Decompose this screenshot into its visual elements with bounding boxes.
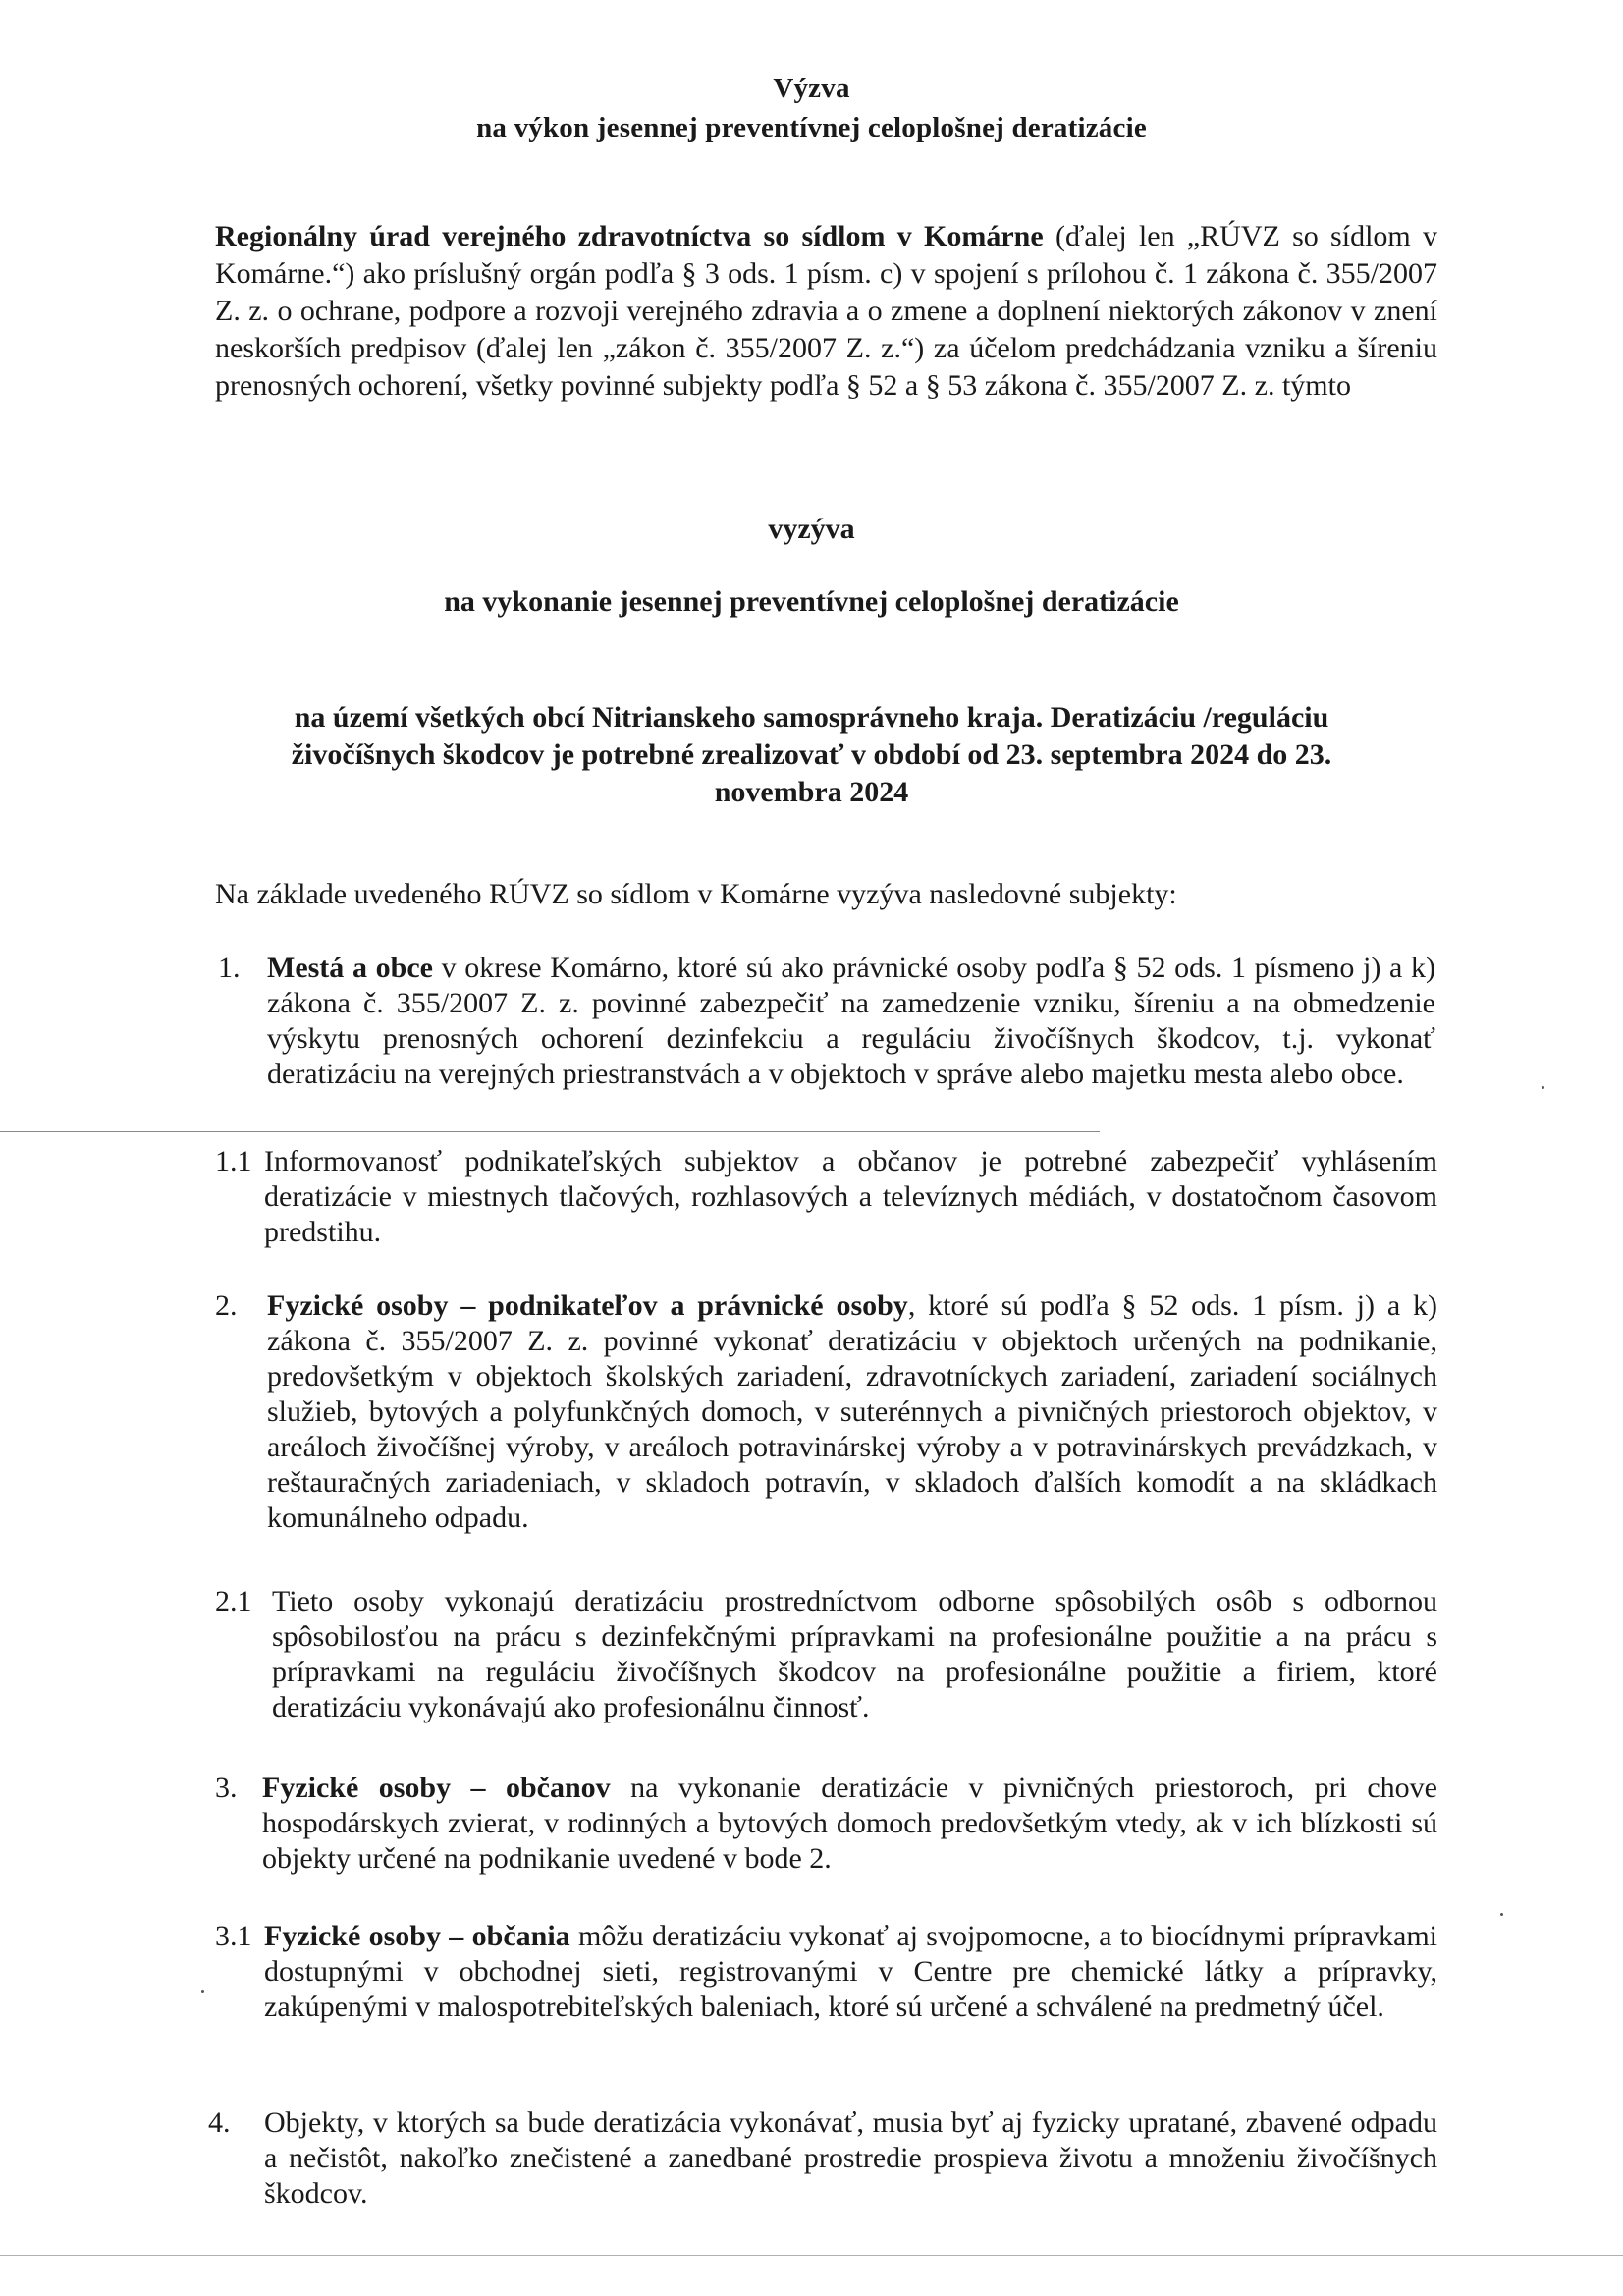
list-item-number: 1.1 bbox=[215, 1145, 252, 1177]
list-item-number: 3. bbox=[215, 1772, 238, 1804]
scan-line bbox=[0, 1131, 1100, 1132]
list-item-bold: Fyzické osoby – občania bbox=[264, 1920, 570, 1952]
page-bottom-line bbox=[0, 2255, 1623, 2256]
call-subheading: na vykonanie jesennej preventívnej celoplošnej deratizácie bbox=[444, 585, 1179, 618]
territory-line-3: novembra 2024 bbox=[714, 776, 909, 808]
list-item-text: Tieto osoby vykonajú deratizáciu prostredníctvom odborne spôsobilých osôb s odbornou spôsobilosťou na prácu s dezinfekčnými prípravkami na profesionálne použitie a na prácu s prípravkami na reguláciu živočíšnych škodcov na profesionálne použitie a firiem, ktoré deratizáciu vykonávajú ako profesionálnu činnosť. bbox=[272, 1585, 1437, 1723]
list-item-number: 1. bbox=[218, 952, 241, 984]
document-title: Výzva bbox=[773, 73, 850, 104]
intro-text: (ďalej len „RÚVZ so sídlom v Komárne.“) ako príslušný orgán podľa § 3 ods. 1 písm. c) v spojení s prílohou č. 1 zákona č. 355/2007 Z. z. o ochrane, podpore a rozvoji verejného zdravia a o zmene a doplnení niektorých zákonov v znení neskorších predpisov (ďalej len „zákon č. 355/2007 Z. z.“) za účelom predchádzania vzniku a šíreniu prenosných ochorení, všetky povinné subjekty podľa § 52 a § 53 zákona č. 355/2007 Z. z. týmto bbox=[215, 220, 1438, 402]
list-item-number: 2.1 bbox=[215, 1585, 252, 1617]
intro-paragraph bbox=[215, 218, 1437, 405]
list-item-text: Fyzické osoby – občanov na vykonanie deratizácie v pivničných priestoroch, pri chove hospodárskych zvierat, v rodinných a bytových domoch predovšetkým vtedy, ak v ich blízkosti sú objekty určené na podnikanie uvedené v bode 2. bbox=[262, 1772, 1437, 1875]
scan-speck bbox=[201, 1990, 204, 1993]
list-item-text: Fyzické osoby – občania môžu deratizáciu vykonať aj svojpomocne, a to biocídnymi prípravkami dostupnými v obchodnej sieti, registrovanými v Centre pre chemické látky a prípravky, zakúpenými v malospotrebiteľských baleniach, ktoré sú určené a schválené na predmetný účel. bbox=[264, 1920, 1438, 2023]
list-item-number: 4. bbox=[208, 2106, 231, 2139]
territory-paragraph bbox=[236, 699, 1387, 811]
list-item-number: 2. bbox=[215, 1289, 238, 1322]
scan-speck bbox=[1542, 1086, 1544, 1089]
list-item-number: 3.1 bbox=[215, 1920, 252, 1952]
territory-line-1: na území všetkých obcí Nitrianskeho samosprávneho kraja. Deratizáciu /reguláciu bbox=[294, 701, 1329, 734]
territory-line-2: živočíšnych škodcov je potrebné zrealizovať v období od 23. septembra 2024 do 23. bbox=[291, 738, 1332, 771]
document-subtitle: na výkon jesennej preventívnej celoplošnej deratizácie bbox=[476, 112, 1147, 143]
list-item-bold: Fyzické osoby – podnikateľov a právnické osoby bbox=[267, 1289, 908, 1322]
list-item-text: Fyzické osoby – podnikateľov a právnické osoby, ktoré sú podľa § 52 ods. 1 písm. j) a k) zákona č. 355/2007 Z. z. povinné vykonať deratizáciu v objektoch určených na podnikanie, predovšetkým v objektoch školských zariadení, zdravotníckych zariadení, zariadení sociálnych služieb, bytových a polyfunkčných domoch, v suterénnych a pivničných priestoroch objektov, v areáloch živočíšnej výroby, v areáloch potravinárskej výroby a v potravinárskych prevádzkach, v reštauračných zariadeniach, v skladoch potravín, v skladoch ďalších komodít a na skládkach komunálneho odpadu. bbox=[267, 1289, 1437, 1534]
scan-speck bbox=[1500, 1913, 1503, 1916]
authority-name: Regionálny úrad verejného zdravotníctva so sídlom v Komárne bbox=[215, 220, 1044, 252]
lead-sentence: Na základe uvedeného RÚVZ so sídlom v Komárne vyzýva nasledovné subjekty: bbox=[215, 878, 1177, 910]
list-item-bold: Fyzické osoby – občanov bbox=[262, 1772, 611, 1804]
list-item-text: Objekty, v ktorých sa bude deratizácia vykonávať, musia byť aj fyzicky upratané, zbavené odpadu a nečistôt, nakoľko znečistené a zanedbané prostredie prospieva životu a množeniu živočíšnych škodcov. bbox=[264, 2106, 1437, 2210]
list-item-text: Informovanosť podnikateľských subjektov a občanov je potrebné zabezpečiť vyhlásením deratizácie v miestnych tlačových, rozhlasových a televíznych médiách, v dostatočnom časovom predstihu. bbox=[264, 1145, 1437, 1248]
list-item-text: Mestá a obce v okrese Komárno, ktoré sú ako právnické osoby podľa § 52 ods. 1 písmeno j) a k) zákona č. 355/2007 Z. z. povinné zabezpečiť na zamedzenie vzniku, šíreniu a na obmedzenie výskytu prenosných ochorení dezinfekciu a reguláciu živočíšnych škodcov, t.j. vykonať deratizáciu na verejných priestranstvách a v objektoch v správe alebo majetku mesta alebo obce. bbox=[267, 952, 1435, 1090]
call-heading: vyzýva bbox=[768, 513, 855, 545]
list-item-bold: Mestá a obce bbox=[267, 952, 433, 984]
